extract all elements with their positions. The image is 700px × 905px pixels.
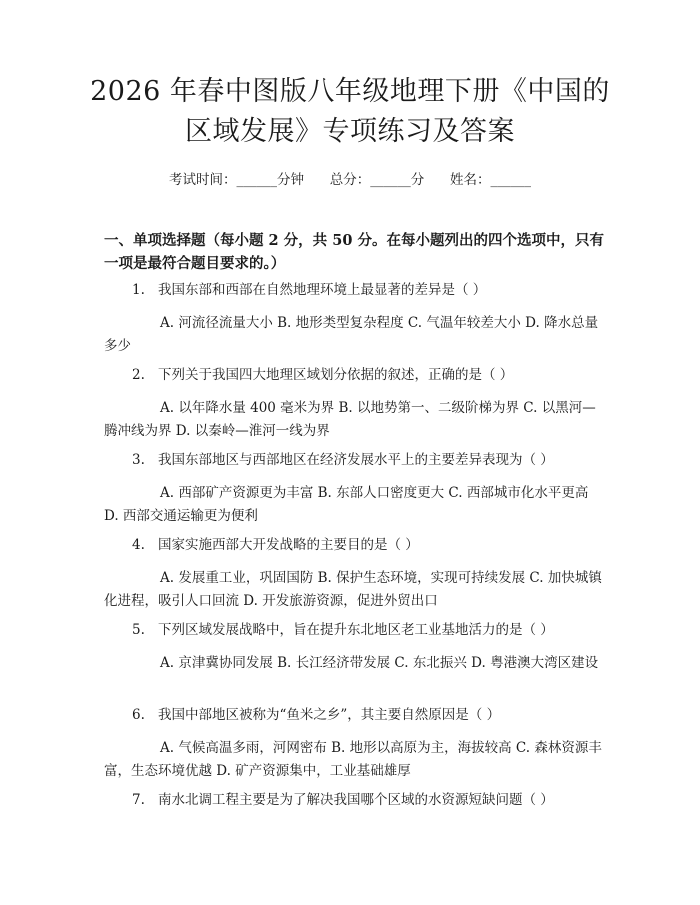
question-2 [104, 364, 604, 443]
question-stem [104, 789, 604, 812]
question-number: 5. [132, 622, 145, 638]
question-number: 1. [132, 282, 145, 298]
question-number: 7. [132, 792, 145, 808]
question-options: A. 京津冀协同发展 B. 长江经济带发展 C. 东北振兴 D. 粤港澳大湾区建设 [160, 655, 599, 671]
question-stem [104, 449, 604, 472]
question-5 [104, 619, 604, 675]
question-options: A. 以年降水量 400 毫米为界 B. 以地势第一、二级阶梯为界 C. 以黑河—腾冲线为界 D. 以秦岭—淮河一线为界 [104, 400, 596, 439]
question-options: A. 河流径流量大小 B. 地形类型复杂程度 C. 气温年较差大小 D. 降水总量多少 [104, 315, 599, 354]
question-text: 我国东部和西部在自然地理环境上最显著的差异是（ ） [158, 282, 487, 298]
exam-info-line: 考试时间：______分钟 总分：______分 姓名：______ [169, 172, 531, 188]
question-text: 我国中部地区被称为“鱼米之乡”，其主要自然原因是（ ） [158, 707, 501, 723]
question-stem [104, 279, 604, 302]
question-6 [104, 704, 604, 783]
document-title: 2026 年春中图版八年级地理下册《中国的区域发展》专项练习及答案 [90, 76, 610, 147]
question-3 [104, 449, 604, 528]
question-number: 2. [132, 367, 145, 383]
section-heading: 一、单项选择题（每小题 2 分，共 50 分。在每小题列出的四个选项中，只有一项是最符合题目要求的。） [104, 232, 604, 272]
question-stem [104, 704, 604, 727]
question-7 [104, 789, 604, 812]
question-text: 下列关于我国四大地理区域划分依据的叙述，正确的是（ ） [158, 367, 514, 383]
question-text: 南水北调工程主要是为了解决我国哪个区域的水资源短缺问题（ ） [158, 792, 554, 808]
question-4 [104, 534, 604, 613]
question-text: 我国东部地区与西部地区在经济发展水平上的主要差异表现为（ ） [158, 452, 554, 468]
question-options: A. 西部矿产资源更为丰富 B. 东部人口密度更大 C. 西部城市化水平更高 D. 西部交通运输更为便利 [104, 485, 589, 524]
question-text: 下列区域发展战略中，旨在提升东北地区老工业基地活力的是（ ） [158, 622, 554, 638]
question-stem [104, 364, 604, 387]
question-stem [104, 619, 604, 642]
question-options: A. 气候高温多雨，河网密布 B. 地形以高原为主，海拔较高 C. 森林资源丰富，生态环境优越 D. 矿产资源集中，工业基础雄厚 [104, 740, 602, 779]
question-stem [104, 534, 604, 557]
question-text: 国家实施西部大开发战略的主要目的是（ ） [158, 537, 419, 553]
question-number: 3. [132, 452, 145, 468]
question-number: 4. [132, 537, 145, 553]
question-1 [104, 279, 604, 358]
question-number: 6. [132, 707, 145, 723]
question-options: A. 发展重工业，巩固国防 B. 保护生态环境，实现可持续发展 C. 加快城镇化进程，吸引人口回流 D. 开发旅游资源，促进外贸出口 [104, 570, 602, 609]
